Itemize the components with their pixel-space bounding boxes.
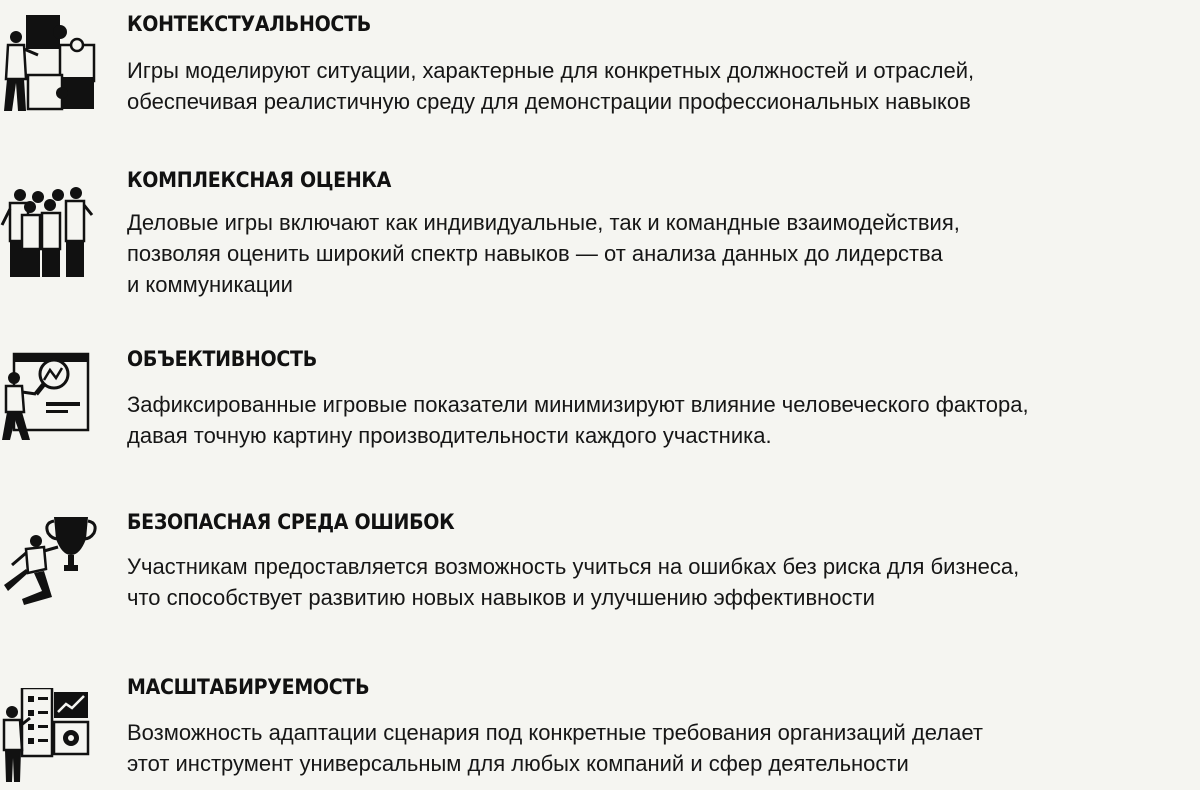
feature-description — [127, 389, 1177, 451]
feature-description — [127, 551, 1177, 613]
description-line: и коммуникации — [127, 272, 293, 297]
feature-description — [127, 717, 1177, 779]
description-line: Возможность адаптации сценария под конкретные требования организаций делает — [127, 720, 983, 745]
team-people-icon — [0, 185, 100, 280]
description-line: Игры моделируют ситуации, характерные для конкретных должностей и отраслей, — [127, 58, 975, 83]
description-line: давая точную картину производительности каждого участника. — [127, 423, 772, 448]
feature-title: КОНТЕКСТУАЛЬНОСТЬ — [127, 12, 371, 37]
description-line: Участникам предоставляется возможность учиться на ошибках без риска для бизнеса, — [127, 554, 1020, 579]
trophy-person-icon — [0, 511, 100, 609]
dashboard-person-icon — [0, 688, 100, 784]
description-line: Зафиксированные игровые показатели минимизируют влияние человеческого фактора, — [127, 392, 1029, 417]
description-line: позволяя оценить широкий спектр навыков — от анализа данных до лидерства — [127, 241, 943, 266]
feature-title: БЕЗОПАСНАЯ СРЕДА ОШИБОК — [127, 510, 455, 535]
description-line: что способствует развитию новых навыков и улучшению эффективности — [127, 585, 875, 610]
puzzle-person-icon — [0, 15, 100, 115]
feature-title: ОБЪЕКТИВНОСТЬ — [127, 347, 317, 372]
magnifier-analytics-icon — [0, 350, 100, 442]
description-line: обеспечивая реалистичную среду для демонстрации профессиональных навыков — [127, 89, 971, 114]
feature-description — [127, 55, 1177, 117]
feature-title: МАСШТАБИРУЕМОСТЬ — [127, 675, 370, 700]
feature-description — [127, 207, 1177, 300]
description-line: этот инструмент универсальным для любых компаний и сфер деятельности — [127, 751, 909, 776]
feature-title: КОМПЛЕКСНАЯ ОЦЕНКА — [127, 168, 392, 193]
description-line: Деловые игры включают как индивидуальные, так и командные взаимодействия, — [127, 210, 960, 235]
